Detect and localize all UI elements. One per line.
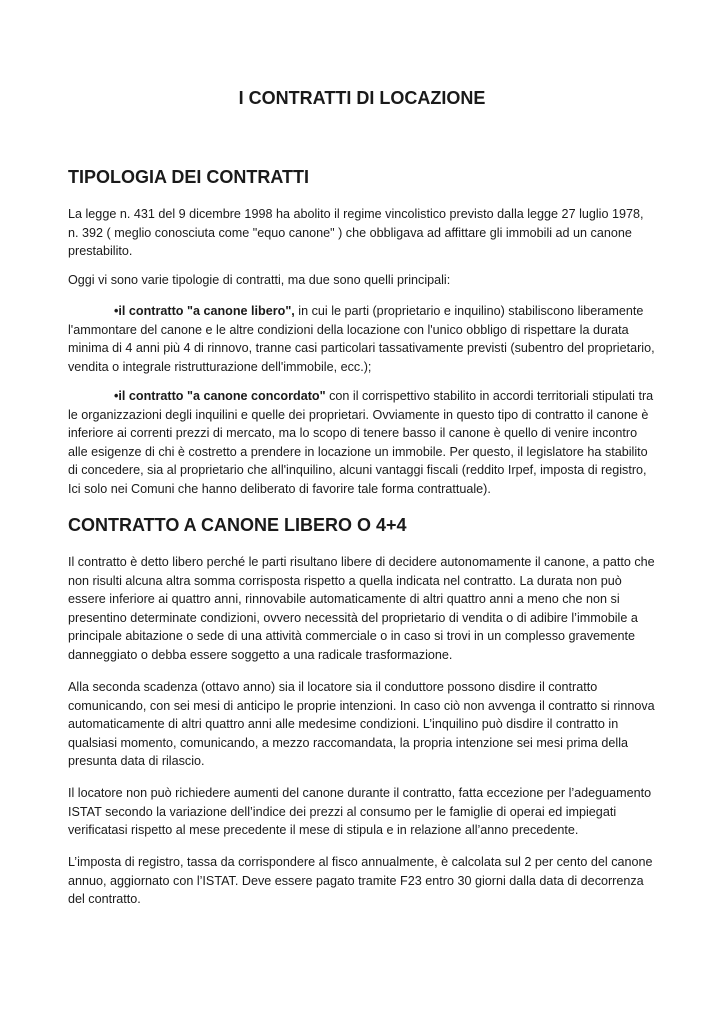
bullet-label-canone-concordato: •il contratto "a canone concordato": [114, 389, 326, 403]
paragraph-aumenti-canone: Il locatore non può richiedere aumenti del canone durante il contratto, fatta eccezione per l’adeguamento ISTAT secondo la variazione dell’indice dei prezzi al consumo per le famiglie di operai ed impiegati verificatasi rispetto al mese precedente il mese di stipula e in relazione all’anno precedente.: [68, 786, 652, 838]
paragraph-contratto-libero: Il contratto è detto libero perché le parti risultano libere di decidere autonomamente il canone, a patto che non risulti alcuna altra somma corrisposta rispetto a quella indicata nel contratto. La durata non può essere inferiore ai quattro anni, rinnovabile automaticamente di altri quattro anni a meno che non si presentino determinate condizioni, ovvero necessità del proprietario di vendita o di adibire l’immobile a principale abitazione o sede di una attività commerciale o in caso si trovi in un complesso gravemente danneggiato o debba essere soggetto a una radicale trasformazione.: [68, 555, 655, 662]
paragraph-legge-431: La legge n. 431 del 9 dicembre 1998 ha abolito il regime vincolistico previsto dalla legge 27 luglio 1978, n. 392 ( meglio conosciuta come "equo canone" ) che obbligava ad affittare gli immobili ad un canone prestabilito.: [68, 207, 644, 259]
paragraph-imposta-registro: L’imposta di registro, tassa da corrispondere al fisco annualmente, è calcolata sul 2 per cento del canone annuo, aggiornato con l’ISTAT. Deve essere pagato tramite F23 entro 30 giorni dalla data di decorrenza del contratto.: [68, 855, 653, 907]
paragraph-seconda-scadenza: Alla seconda scadenza (ottavo anno) sia il locatore sia il conduttore possono disdire il contratto comunicando, con sei mesi di anticipo le proprie intenzioni. In caso ciò non avvenga il contratto si rinnova automaticamente di altri quattro anni alle medesime condizioni. L’inquilino può disdire il contratto in qualsiasi momento, comunicando, a mezzo raccomandata, la propria intenzione sei mesi prima della presunta data di rilascio.: [68, 680, 655, 769]
section-heading-tipologia: TIPOLOGIA DEI CONTRATTI: [68, 167, 309, 187]
list-item-canone-libero: [68, 302, 656, 376]
list-item-canone-concordato: [68, 387, 656, 499]
paragraph-tipologie-intro: Oggi vi sono varie tipologie di contratti, ma due sono quelli principali:: [68, 273, 451, 287]
bullet-label-canone-libero: •il contratto "a canone libero",: [114, 304, 295, 318]
section-heading-canone-libero: CONTRATTO A CANONE LIBERO O 4+4: [68, 515, 407, 535]
bullet-text-canone-concordato: con il corrispettivo stabilito in accordi territoriali stipulati tra le organizzazioni degli inquilini e quelle dei proprietari. Ovviamente in questo tipo di contratto il canone è inferiore ai correnti prezzi di mercato, ma lo scopo di tenere basso il canone è quello di venire incontro alle esigenze di chi è costretto a prendere in locazione un immobile. Per questo, il legislatore ha stabilito di concedere, sia al proprietario che all'inquilino, alcuni vantaggi fiscali (reddito Irpef, imposta di registro, Ici solo nei Comuni che hanno deliberato di favorire tale forma contrattuale).: [68, 389, 654, 496]
bullet-text-canone-libero: in cui le parti (proprietario e inquilino) stabiliscono liberamente l'ammontare del canone e le altre condizioni della locazione con l'unico obbligo di rispettare la durata minima di 4 anni più 4 di rinnovo, tranne casi particolari tassativamente previsti (subentro del proprietario, vendita o integrale ristrutturazione dell'immobile, ecc.);: [68, 304, 655, 374]
document-title: I CONTRATTI DI LOCAZIONE: [238, 88, 486, 108]
